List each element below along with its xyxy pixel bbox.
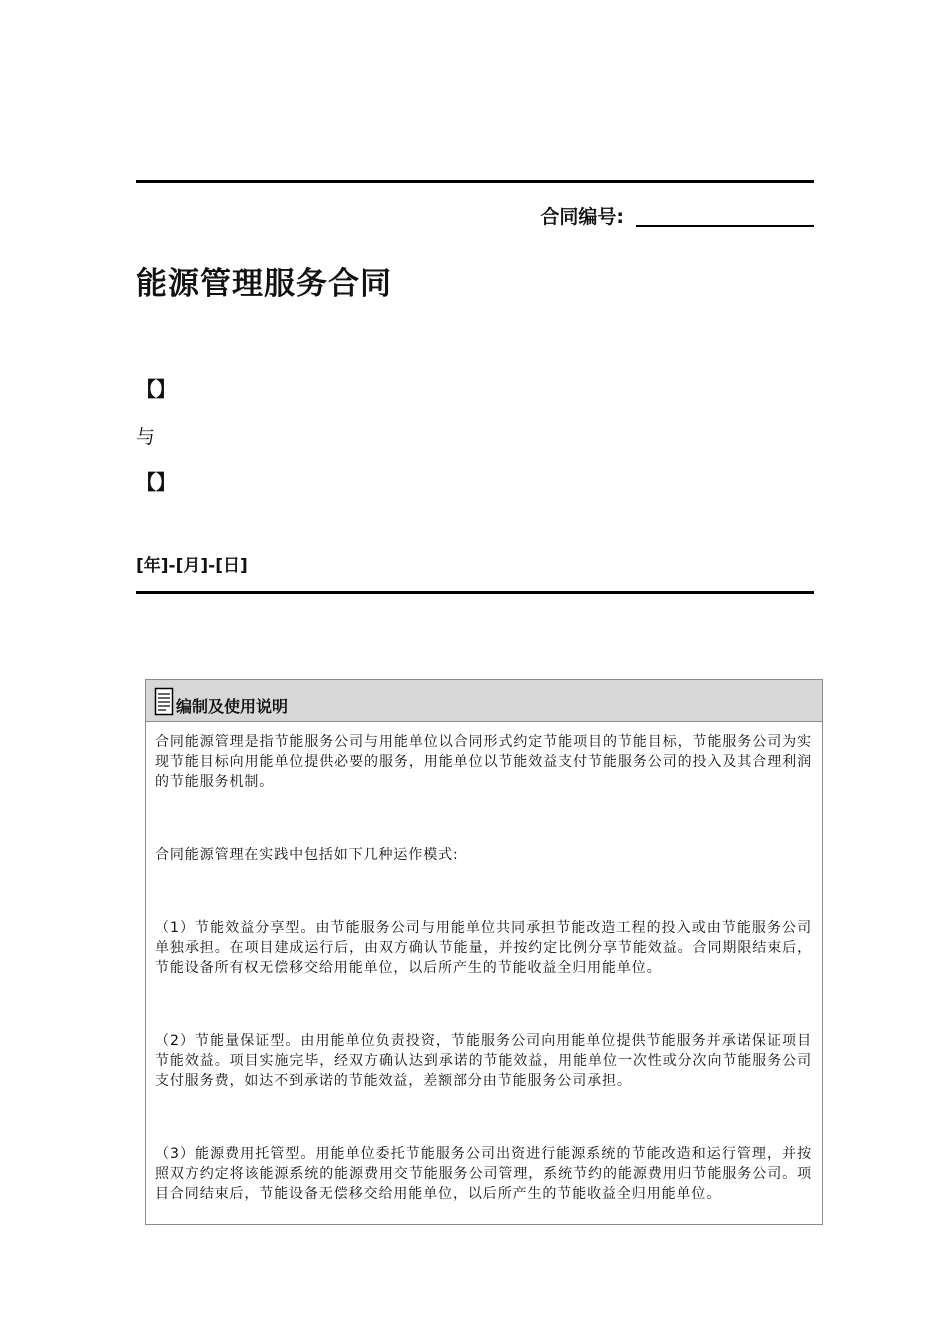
notes-body bbox=[146, 722, 822, 1204]
notes-paragraph: （3）能源费用托管型。用能单位委托节能服务公司出资进行能源系统的节能改造和运行管理，并按照双方约定将该能源系统的能源费用交节能服务公司管理，系统节约的能源费用归节能服务公司。项目合同结束后，节能设备无偿移交给用能单位，以后所产生的节能收益全归用能单位。 bbox=[155, 1146, 812, 1202]
notes-header bbox=[146, 680, 822, 722]
notes-paragraph: 合同能源管理在实践中包括如下几种运作模式: bbox=[155, 847, 459, 863]
notes-title: 编制及使用说明 bbox=[176, 697, 289, 716]
bottom-divider bbox=[136, 591, 814, 594]
notes-paragraph: 合同能源管理是指节能服务公司与用能单位以合同形式约定节能项目的节能目标，节能服务公司为实现节能目标向用能单位提供必要的服务，用能单位以节能效益支付节能服务公司的投入及其合理利润的节能服务机制。 bbox=[155, 734, 812, 790]
contract-number bbox=[540, 202, 814, 229]
party-b-placeholder: 【】 bbox=[136, 470, 176, 494]
document-title: 能源管理服务合同 bbox=[136, 266, 392, 302]
contract-number-label: 合同编号: bbox=[540, 206, 624, 228]
contract-number-blank bbox=[636, 224, 814, 227]
party-a-placeholder: 【】 bbox=[136, 377, 176, 401]
notes-paragraph: （2）节能量保证型。由用能单位负责投资，节能服务公司向用能单位提供节能服务并承诺保证项目节能效益。项目实施完毕，经双方确认达到承诺的节能效益，用能单位一次性或分次向节能服务公司支付服务费，如达不到承诺的节能效益，差额部分由节能服务公司承担。 bbox=[155, 1033, 812, 1089]
top-divider bbox=[136, 180, 814, 183]
date-placeholder: [年]-[月]-[日] bbox=[136, 556, 248, 576]
notes-box bbox=[145, 679, 823, 1225]
notes-paragraph: （1）节能效益分享型。由节能服务公司与用能单位共同承担节能改造工程的投入或由节能服务公司单独承担。在项目建成运行后，由双方确认节能量，并按约定比例分享节能效益。合同期限结束后，节能设备所有权无偿移交给用能单位，以后所产生的节能收益全归用能单位。 bbox=[155, 920, 812, 976]
party-connector: 与 bbox=[136, 426, 156, 448]
document-icon bbox=[154, 687, 174, 717]
